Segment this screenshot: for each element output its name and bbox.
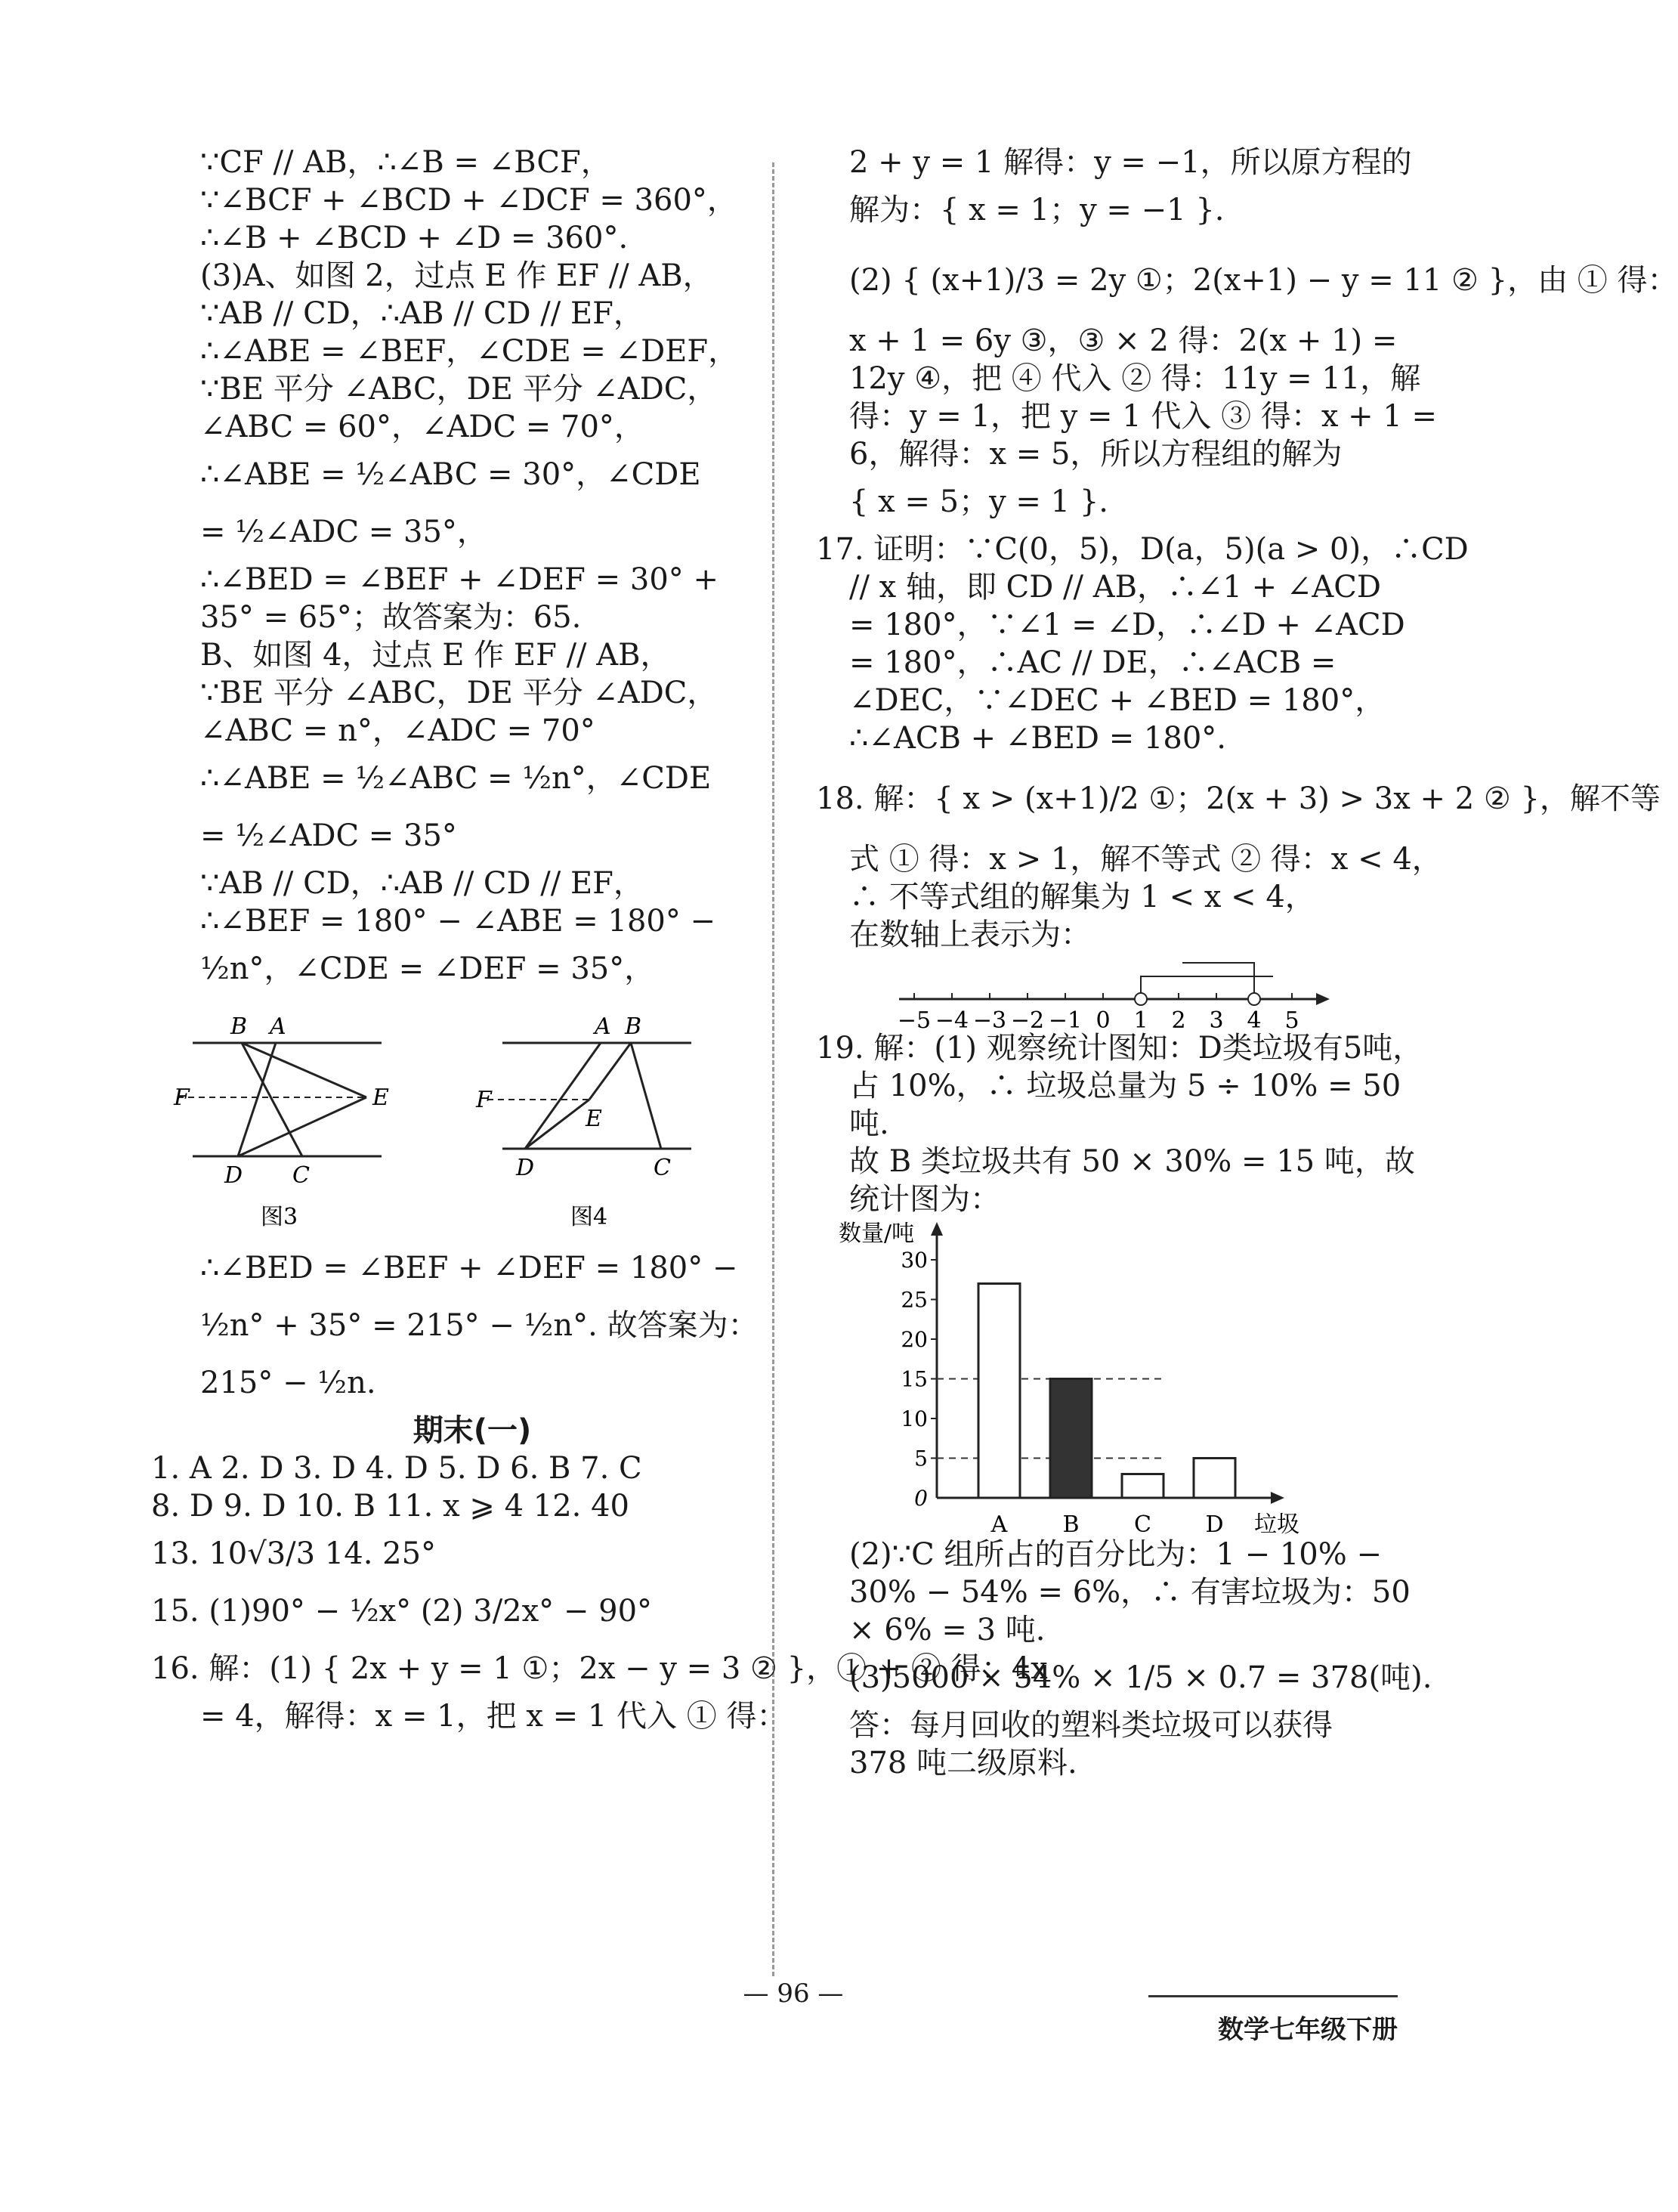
text-line: ½n°，∠CDE = ∠DEF = 35°，	[200, 951, 655, 986]
answer-line: 16. 解：(1) { 2x + y = 1 ①；2x − y = 3 ② }，① + ② 得：4x	[151, 1651, 1048, 1686]
text-line: 在数轴上表示为：	[849, 917, 1091, 952]
fig4-caption: 图4	[570, 1204, 608, 1230]
svg-text:B: B	[625, 1013, 642, 1040]
text-line: 17. 证明：∵C(0，5)，D(a，5)(a > 0)，∴CD	[816, 532, 1469, 567]
open-point	[1248, 993, 1260, 1005]
answer-line: 8. D 9. D 10. B 11. x ⩾ 4 12. 40	[151, 1489, 629, 1524]
text-line: 215° − ½n.	[200, 1366, 376, 1400]
text-line: ∴∠ABE = ½∠ABC = 30°，∠CDE	[200, 457, 701, 492]
svg-text:A: A	[595, 1013, 611, 1040]
bar-b	[1050, 1379, 1092, 1499]
answer-line: 1. A 2. D 3. D 4. D 5. D 6. B 7. C	[151, 1451, 642, 1486]
text-line: 6，解得：x = 5，所以方程组的解为	[849, 437, 1343, 472]
text-line: 30% − 54% = 6%，∴ 有害垃圾为：50	[849, 1575, 1411, 1610]
text-line: x + 1 = 6y ③，③ × 2 得：2(x + 1) =	[849, 323, 1398, 358]
section-title: 期末(一)	[413, 1413, 532, 1448]
text-line: 18. 解：{ x > (x+1)/2 ①；2(x + 3) > 3x + 2 ② }，解不等	[816, 781, 1661, 816]
y-tick-label: 30	[901, 1248, 928, 1273]
geometry-figures	[174, 998, 722, 1239]
text-line: = ½∠ADC = 35°，	[200, 515, 487, 549]
footer-rule	[1148, 1995, 1398, 1997]
number-line-tick-label: 3	[1209, 1007, 1224, 1034]
text-line: 式 ① 得：x > 1，解不等式 ② 得：x < 4，	[849, 842, 1442, 877]
text-line: × 6% = 3 吨.	[849, 1613, 1046, 1647]
text-line: ∴∠BEF = 180° − ∠ABE = 180° −	[200, 904, 716, 939]
text-line: 故 B 类垃圾共有 50 × 30% = 15 吨，故	[849, 1144, 1415, 1179]
text-line: 占 10%，∴ 垃圾总量为 5 ÷ 10% = 50	[849, 1069, 1401, 1103]
svg-text:C: C	[654, 1155, 671, 1181]
y-tick-label: 10	[901, 1406, 928, 1431]
text-line: (2)∵C 组所占的百分比为：1 − 10% −	[849, 1537, 1382, 1572]
number-line-tick-label: −2	[1010, 1007, 1045, 1034]
y-tick-label: 5	[914, 1446, 928, 1471]
figure-3	[178, 1043, 382, 1156]
number-line-arrow	[1316, 993, 1330, 1005]
number-line-tick-label: 5	[1284, 1007, 1299, 1034]
text-line: = 180°，∴AC // DE，∴∠ACB =	[849, 645, 1337, 680]
x-tick-label: A	[990, 1511, 1008, 1538]
text-line: (3)A、如图 2，过点 E 作 EF // AB，	[200, 258, 713, 293]
text-line: ∴∠ACB + ∠BED = 180°.	[849, 721, 1226, 756]
number-line-tick-label: 2	[1171, 1007, 1186, 1034]
text-line: ∵AB // CD，∴AB // CD // EF，	[200, 866, 644, 901]
y-tick-label: 25	[901, 1287, 928, 1313]
svg-text:D: D	[224, 1162, 243, 1189]
x-tick-label: C	[1134, 1511, 1151, 1538]
text-line: 2 + y = 1 解得：y = −1，所以原方程的	[849, 145, 1412, 180]
svg-text:C: C	[292, 1162, 310, 1189]
text-line: 解为：{ x = 1；y = −1 }.	[849, 193, 1225, 227]
number-line-tick-label: −1	[1048, 1007, 1083, 1034]
text-line: = 180°，∵∠1 = ∠D，∴∠D + ∠ACD	[849, 608, 1405, 642]
text-line: ∴∠BED = ∠BEF + ∠DEF = 30° +	[200, 562, 718, 597]
text-line: ∴∠BED = ∠BEF + ∠DEF = 180° −	[200, 1251, 738, 1285]
text-line: 19. 解：(1) 观察统计图知：D类垃圾有5吨，	[816, 1031, 1423, 1066]
text-line: (3)5000 × 54% × 1/5 × 0.7 = 378(吨).	[849, 1660, 1432, 1695]
text-line: ∴∠ABE = ½∠ABC = ½n°，∠CDE	[200, 761, 712, 796]
svg-text:E: E	[586, 1106, 602, 1132]
bar-d	[1194, 1459, 1235, 1499]
text-line: 统计图为：	[849, 1182, 1000, 1217]
x-tick-label: B	[1062, 1511, 1080, 1538]
book-title: 数学七年级下册	[1218, 2015, 1398, 2045]
y-axis-label: 数量/吨	[839, 1220, 915, 1247]
x-axis-label: 垃圾	[1254, 1511, 1299, 1538]
text-line: ∴ 不等式组的解集为 1 < x < 4，	[849, 880, 1315, 914]
number-line-tick-label: 1	[1133, 1007, 1148, 1034]
text-line: ½n° + 35° = 215° − ½n°. 故答案为：	[200, 1308, 759, 1343]
text-line: 378 吨二级原料.	[849, 1746, 1077, 1780]
fig3-caption: 图3	[261, 1204, 298, 1230]
text-line: ∵CF // AB，∴∠B = ∠BCF，	[200, 145, 611, 180]
y-tick-label: 0	[914, 1486, 928, 1511]
text-line: 得：y = 1，把 y = 1 代入 ③ 得：x + 1 =	[849, 399, 1438, 434]
text-line: 12y ④，把 ④ 代入 ② 得：11y = 11，解	[849, 361, 1421, 396]
number-line	[816, 954, 1398, 1034]
text-line: { x = 5；y = 1 }.	[849, 484, 1108, 519]
page-number: — 96 —	[743, 1978, 844, 2009]
text-line: (2) { (x+1)/3 = 2y ①；2(x+1) − y = 11 ② }，由 ① 得：	[849, 263, 1678, 298]
number-line-tick-label: −5	[897, 1007, 932, 1034]
text-line: = ½∠ADC = 35°	[200, 818, 457, 853]
number-line-tick-label: 0	[1095, 1007, 1111, 1034]
bar-a	[978, 1284, 1020, 1499]
svg-text:F: F	[476, 1087, 492, 1113]
x-tick-label: D	[1205, 1511, 1224, 1538]
answer-line: 15. (1)90° − ½x° (2) 3/2x° − 90°	[151, 1594, 653, 1629]
y-tick-label: 15	[901, 1366, 928, 1392]
right-column	[816, 144, 1678, 1782]
text-line: ∠ABC = 60°，∠ADC = 70°，	[200, 410, 644, 444]
number-line-tick-label: 4	[1247, 1007, 1262, 1034]
x-axis-arrow	[1271, 1492, 1284, 1504]
text-line: B、如图 4，过点 E 作 EF // AB，	[200, 638, 671, 673]
y-tick-label: 20	[901, 1327, 928, 1352]
svg-text:F: F	[174, 1084, 190, 1111]
figure-4	[487, 1043, 691, 1149]
text-line: ∴∠B + ∠BCD + ∠D = 360°.	[200, 221, 629, 255]
bar-chart	[816, 1218, 1398, 1536]
answer-line: 13. 10√3/3 14. 25°	[151, 1536, 437, 1571]
text-line: ∴∠ABE = ∠BEF，∠CDE = ∠DEF，	[200, 334, 739, 369]
svg-text:B: B	[230, 1013, 248, 1040]
text-line: ∵∠BCF + ∠BCD + ∠DCF = 360°，	[200, 183, 737, 218]
text-line: // x 轴，即 CD // AB，∴∠1 + ∠ACD	[849, 570, 1381, 605]
svg-text:A: A	[270, 1013, 286, 1040]
solution-bracket-upper	[1182, 963, 1254, 999]
y-axis-arrow	[931, 1222, 943, 1236]
svg-text:D: D	[516, 1155, 535, 1181]
svg-text:E: E	[372, 1084, 389, 1111]
answer-line: = 4，解得：x = 1，把 x = 1 代入 ① 得：	[200, 1699, 787, 1734]
text-line: ∵AB // CD，∴AB // CD // EF，	[200, 296, 644, 331]
text-line: ∵BE 平分 ∠ABC，DE 平分 ∠ADC，	[200, 372, 718, 407]
text-line: ∵BE 平分 ∠ABC，DE 平分 ∠ADC，	[200, 676, 718, 710]
text-line: ∠DEC，∵∠DEC + ∠BED = 180°，	[849, 683, 1386, 718]
open-point	[1135, 993, 1147, 1005]
text-line: 答：每月回收的塑料类垃圾可以获得	[849, 1708, 1333, 1743]
number-line-tick-label: −3	[972, 1007, 1007, 1034]
text-line: 35° = 65°；故答案为：65.	[200, 600, 582, 635]
bar-c	[1122, 1474, 1163, 1499]
text-line: ∠ABC = n°，∠ADC = 70°	[200, 713, 595, 748]
number-line-tick-label: −4	[935, 1007, 969, 1034]
text-line: 吨.	[849, 1106, 889, 1141]
